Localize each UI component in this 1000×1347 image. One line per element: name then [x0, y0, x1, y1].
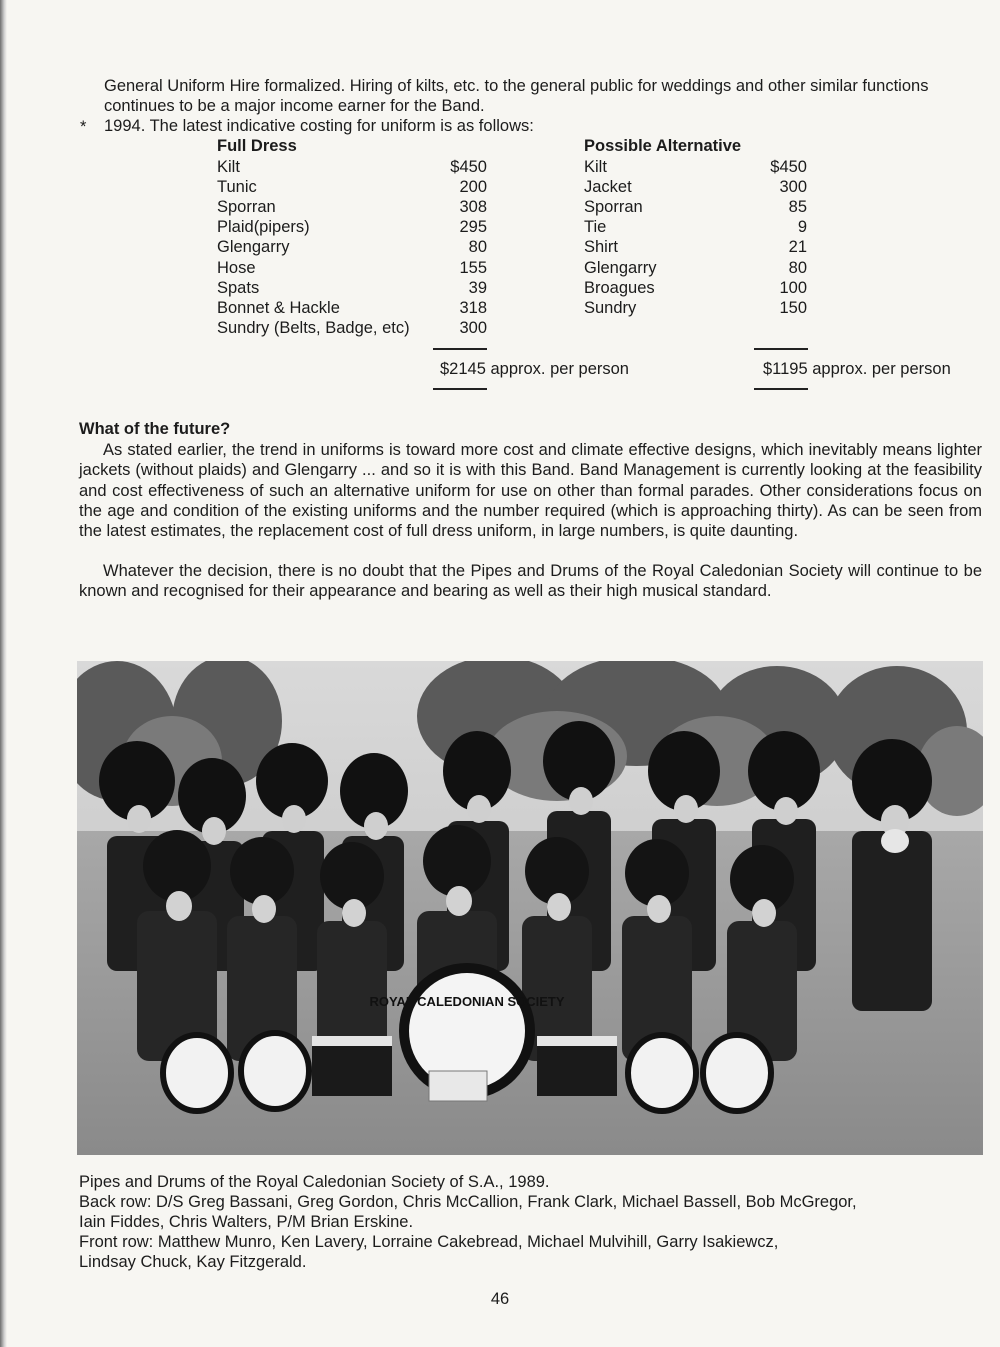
alternative-item-label: Jacket — [584, 178, 632, 196]
intro-line-1: General Uniform Hire formalized. Hiring of kilts, etc. to the general public for weddings and other similar functions — [104, 77, 929, 95]
alternative-item-value: 300 — [779, 178, 807, 196]
alternative-item-label: Kilt — [584, 158, 607, 176]
total-rule-bottom — [754, 388, 808, 390]
alternative-item-value: 9 — [797, 218, 807, 236]
alternative-item-label: Glengarry — [584, 259, 657, 277]
full-dress-item-value: 295 — [459, 218, 487, 236]
alternative-item-label: Broagues — [584, 279, 655, 297]
bullet-marker: * — [80, 118, 87, 136]
full-dress-total: $2145 approx. per person — [440, 360, 629, 378]
future-heading: What of the future? — [79, 420, 231, 438]
drum-society-text: ROYAL CALEDONIAN SOCIETY — [369, 994, 565, 1009]
alternative-item-value: 21 — [788, 238, 807, 256]
band-photograph — [77, 661, 983, 1155]
alternative-item-label: Tie — [584, 218, 607, 236]
alternative-item-label: Sporran — [584, 198, 643, 216]
full-dress-item-value: 318 — [459, 299, 487, 317]
full-dress-item-label: Plaid(pipers) — [217, 218, 310, 236]
future-paragraph-2-text: Whatever the decision, there is no doubt that the Pipes and Drums of the Royal Caledonian Society will continue to be known and recognised for their appearance and bearing as well as their high musical standard. — [79, 562, 982, 601]
full-dress-item-label: Hose — [217, 259, 256, 277]
total-rule-bottom — [433, 388, 487, 390]
full-dress-item-label: Tunic — [217, 178, 257, 196]
full-dress-item-label: Sundry (Belts, Badge, etc) — [217, 319, 410, 337]
future-paragraph-1-text: As stated earlier, the trend in uniforms is toward more cost and climate effective designs, which inevitably means lighter jackets (without plaids) and Glengarry ... and so it is with this Band. Band Management is currently looking at the feasibility and cost effectiveness of such an alternative uniform for use on other than formal parades. Other considerations focus on the age and condition of the existing uniforms and the number required (which is approaching thirty). As can be seen from the latest estimates, the replacement cost of full dress uniform, in large numbers, is quite daunting. — [79, 441, 982, 541]
future-paragraph-1 — [79, 440, 982, 541]
full-dress-item-value: 80 — [468, 238, 487, 256]
full-dress-item-label: Glengarry — [217, 238, 290, 256]
total-rule-top — [433, 348, 487, 350]
caption-line-4: Front row: Matthew Munro, Ken Lavery, Lorraine Cakebread, Michael Mulvihill, Garry Isakiewcz, — [79, 1233, 779, 1251]
full-dress-item-label: Kilt — [217, 158, 240, 176]
alternative-item-value: $450 — [770, 158, 807, 176]
caption-line-1: Pipes and Drums of the Royal Caledonian Society of S.A., 1989. — [79, 1173, 550, 1191]
caption-line-5: Lindsay Chuck, Kay Fitzgerald. — [79, 1253, 307, 1271]
caption-line-3: Iain Fiddes, Chris Walters, P/M Brian Erskine. — [79, 1213, 414, 1231]
full-dress-item-value: 200 — [459, 178, 487, 196]
full-dress-item-value: 308 — [459, 198, 487, 216]
total-rule-top — [754, 348, 808, 350]
page-number: 46 — [490, 1290, 510, 1308]
future-paragraph-2 — [79, 561, 982, 602]
band-photograph-drawing — [77, 661, 983, 1155]
full-dress-item-label: Bonnet & Hackle — [217, 299, 340, 317]
full-dress-item-value: 155 — [459, 259, 487, 277]
alternative-heading: Possible Alternative — [584, 137, 742, 155]
alternative-item-value: 80 — [788, 259, 807, 277]
scan-edge-shadow — [0, 0, 7, 1347]
alternative-item-label: Shirt — [584, 238, 618, 256]
alternative-item-label: Sundry — [584, 299, 637, 317]
full-dress-item-value: 300 — [459, 319, 487, 337]
alternative-item-value: 100 — [779, 279, 807, 297]
full-dress-item-value: $450 — [450, 158, 487, 176]
intro-line-2: continues to be a major income earner for the Band. — [104, 97, 485, 115]
full-dress-item-label: Spats — [217, 279, 260, 297]
intro-line-3: 1994. The latest indicative costing for uniform is as follows: — [104, 117, 534, 135]
full-dress-item-value: 39 — [468, 279, 487, 297]
caption-line-2: Back row: D/S Greg Bassani, Greg Gordon, Chris McCallion, Frank Clark, Michael Bassell, Bob McGregor, — [79, 1193, 857, 1211]
full-dress-heading: Full Dress — [217, 137, 297, 155]
alternative-item-value: 150 — [779, 299, 807, 317]
alternative-item-value: 85 — [788, 198, 807, 216]
alternative-total: $1195 approx. per person — [763, 360, 951, 378]
full-dress-item-label: Sporran — [217, 198, 276, 216]
